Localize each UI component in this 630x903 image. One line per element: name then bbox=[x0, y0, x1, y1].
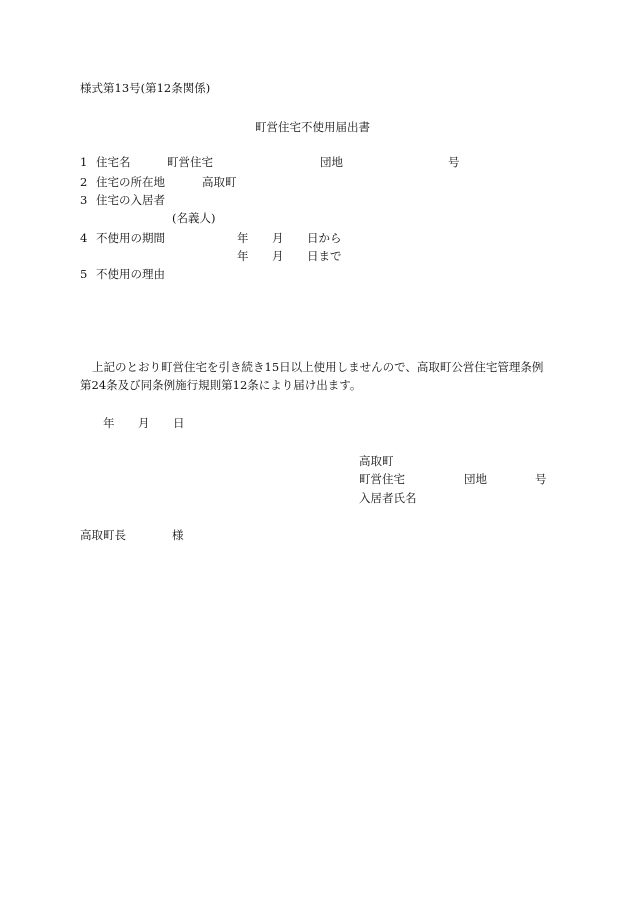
applicant-name-label: 入居者氏名 bbox=[359, 491, 417, 505]
to-year: 年 bbox=[237, 249, 249, 263]
housing-name-value: 町営住宅 bbox=[167, 155, 213, 169]
item-label: 不使用の期間 bbox=[96, 231, 165, 245]
item-number: 4 bbox=[80, 231, 88, 245]
addressee-honorific: 様 bbox=[172, 528, 184, 542]
date-day: 日 bbox=[173, 416, 185, 430]
item-label: 住宅名 bbox=[96, 155, 131, 169]
statement-line-2: 第24条及び同条例施行規則第12条により届け出ます。 bbox=[80, 378, 362, 392]
from-day: 日から bbox=[307, 231, 342, 245]
date-month: 月 bbox=[138, 416, 150, 430]
item-label: 住宅の入居者 bbox=[96, 193, 165, 207]
date-year: 年 bbox=[103, 416, 115, 430]
from-year: 年 bbox=[237, 231, 249, 245]
item-label: 不使用の理由 bbox=[96, 267, 165, 281]
addressee-name: 高取町長 bbox=[80, 528, 126, 542]
item-number: 5 bbox=[80, 267, 88, 281]
danchi-label: 団地 bbox=[320, 155, 343, 169]
to-day: 日まで bbox=[307, 249, 342, 263]
item-label: 住宅の所在地 bbox=[96, 175, 165, 189]
from-month: 月 bbox=[272, 231, 284, 245]
applicant-number: 号 bbox=[535, 472, 547, 486]
number-label: 号 bbox=[448, 155, 460, 169]
statement-line-1: 上記のとおり町営住宅を引き続き15日以上使用しませんので、高取町公営住宅管理条例 bbox=[92, 360, 544, 374]
applicant-housing: 町営住宅 bbox=[359, 472, 405, 486]
address-value: 高取町 bbox=[202, 175, 237, 189]
item-number: 1 bbox=[80, 155, 88, 169]
document-title: 町営住宅不使用届出書 bbox=[255, 120, 370, 134]
to-month: 月 bbox=[272, 249, 284, 263]
nominee-label: (名義人) bbox=[172, 211, 216, 225]
item-number: 2 bbox=[80, 175, 88, 189]
applicant-danchi: 団地 bbox=[464, 472, 487, 486]
applicant-town: 高取町 bbox=[359, 454, 394, 468]
item-number: 3 bbox=[80, 193, 88, 207]
form-number: 様式第13号(第12条関係) bbox=[80, 81, 211, 95]
